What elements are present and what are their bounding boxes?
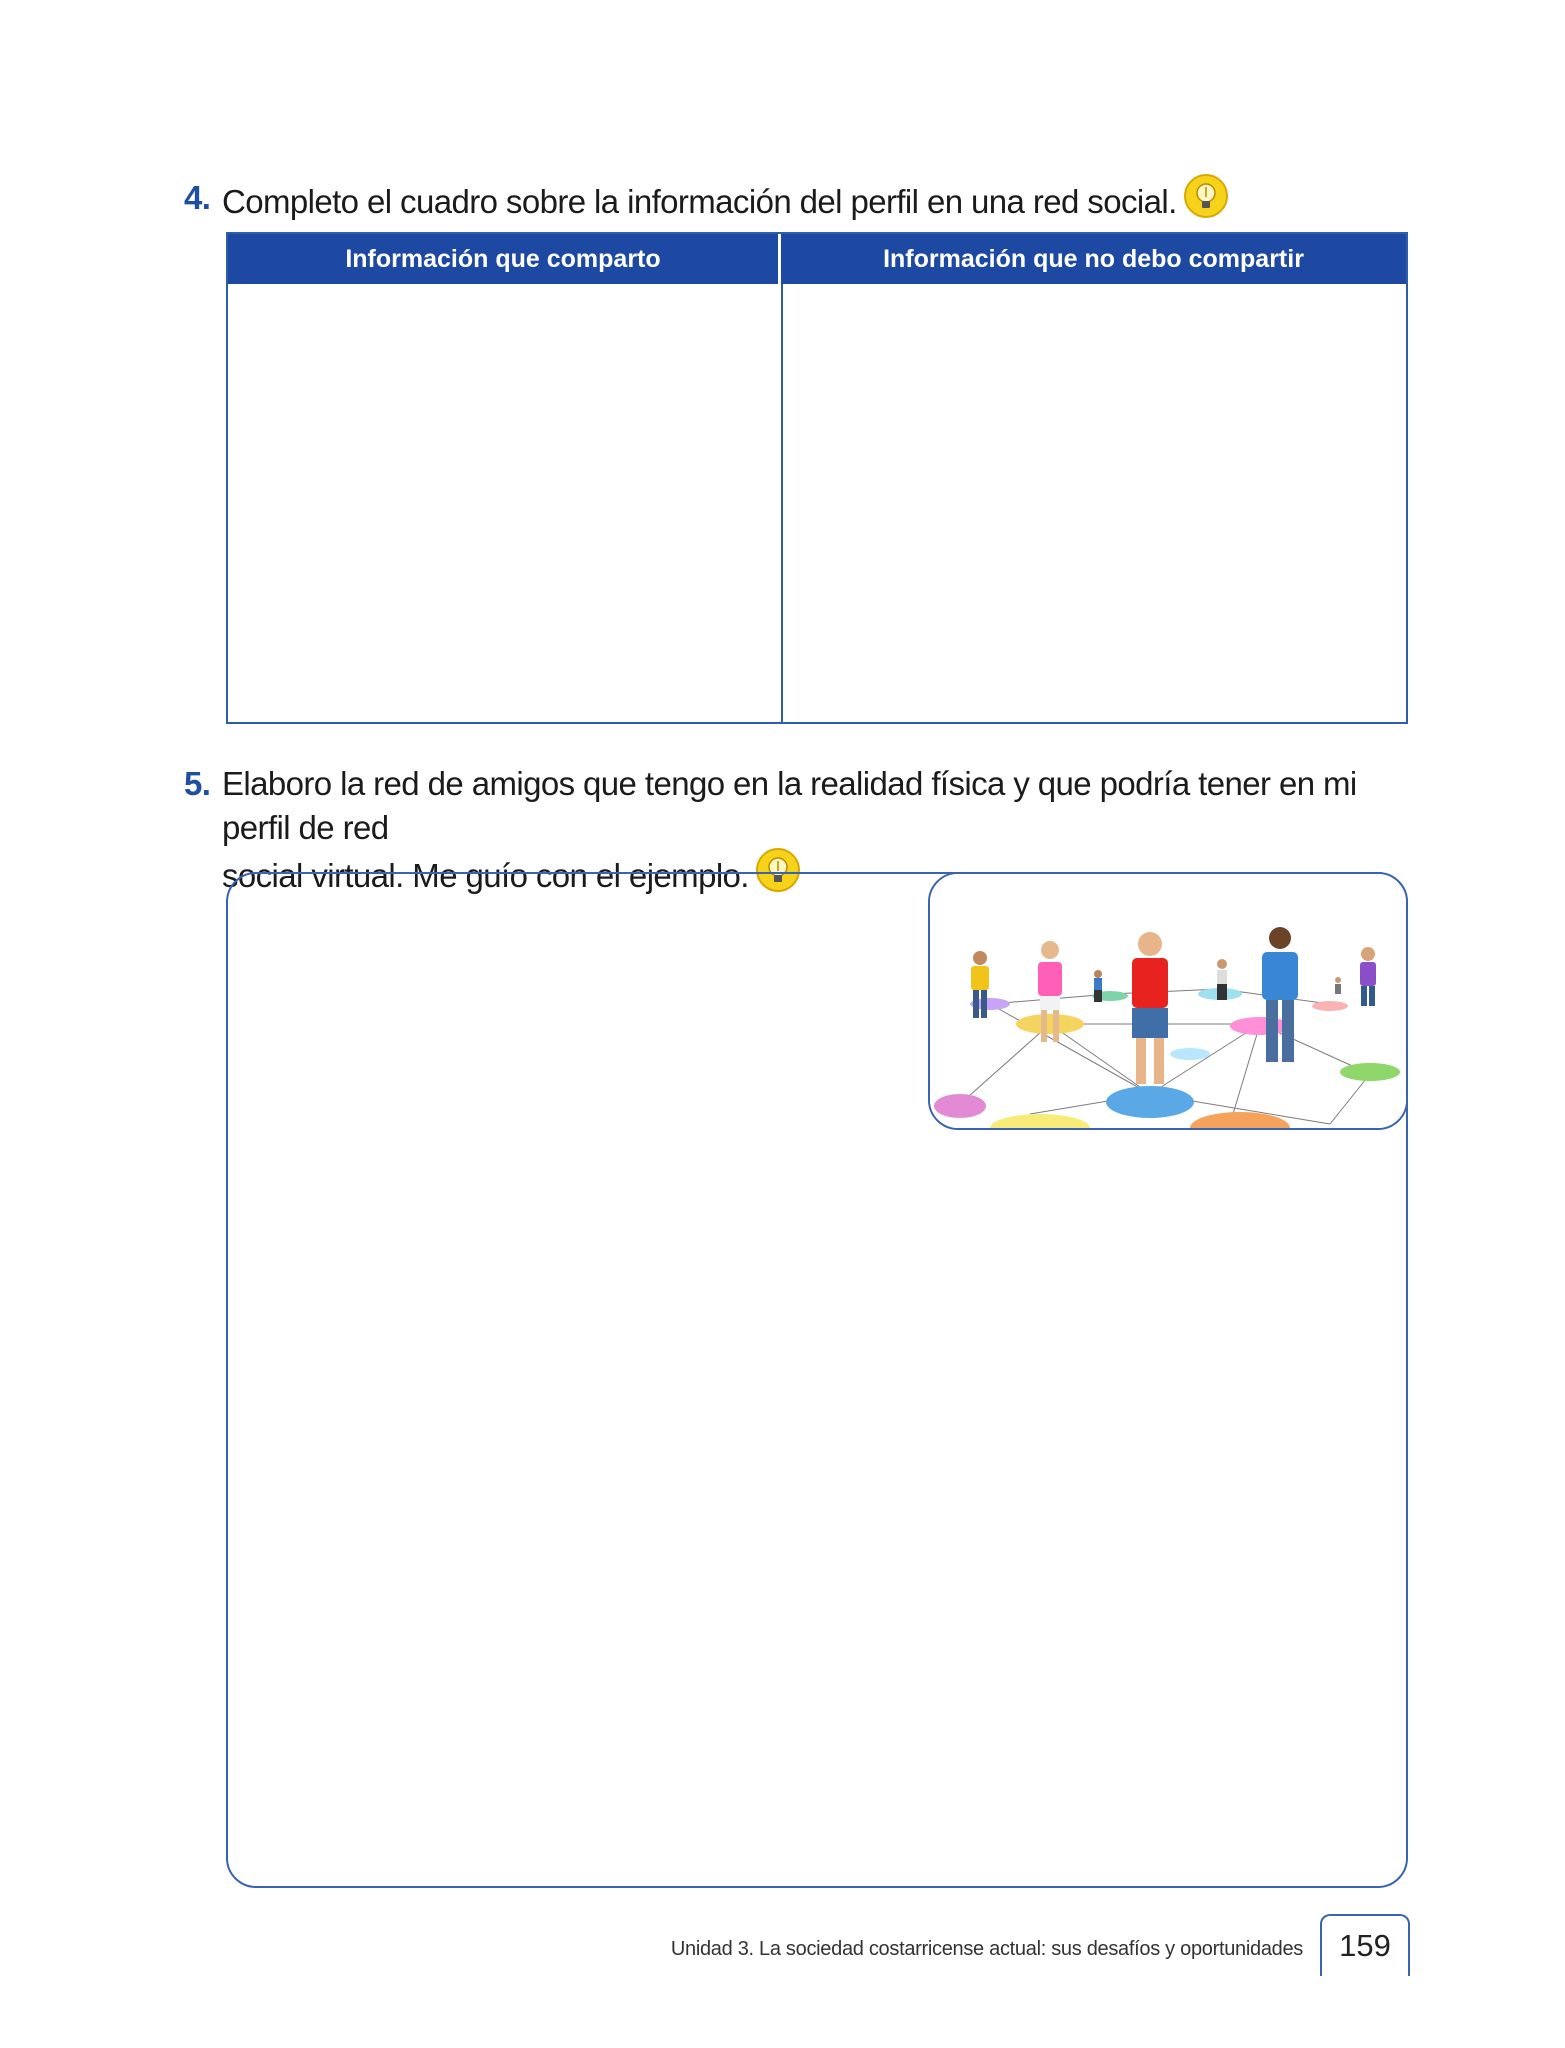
question-text: Elaboro la red de amigos que tengo en la realidad física y que podría tener en mi perfil de red social virtual. Me guío con el ejemplo. bbox=[222, 762, 1414, 907]
table-header bbox=[228, 234, 1406, 284]
question-4 bbox=[184, 176, 1229, 233]
cell-dont-share-answer[interactable] bbox=[783, 284, 1406, 722]
example-image bbox=[928, 872, 1408, 1130]
lightbulb-icon bbox=[1183, 173, 1229, 230]
question-text: Completo el cuadro sobre la información del perfil en una red social. bbox=[222, 176, 1229, 233]
cell-share-answer[interactable] bbox=[228, 284, 781, 722]
people-network-illustration bbox=[930, 874, 1406, 1128]
footer-unit-title: Unidad 3. La sociedad costarricense actual: sus desafíos y oportunidades bbox=[670, 1938, 1303, 1960]
question-number: 5. bbox=[184, 765, 211, 802]
question-number: 4. bbox=[184, 179, 211, 216]
header-dont-share: Información que no debo compartir bbox=[883, 244, 1304, 273]
profile-info-table bbox=[226, 232, 1408, 724]
page-number: 159 bbox=[1320, 1914, 1410, 1976]
header-share: Información que comparto bbox=[228, 234, 781, 284]
